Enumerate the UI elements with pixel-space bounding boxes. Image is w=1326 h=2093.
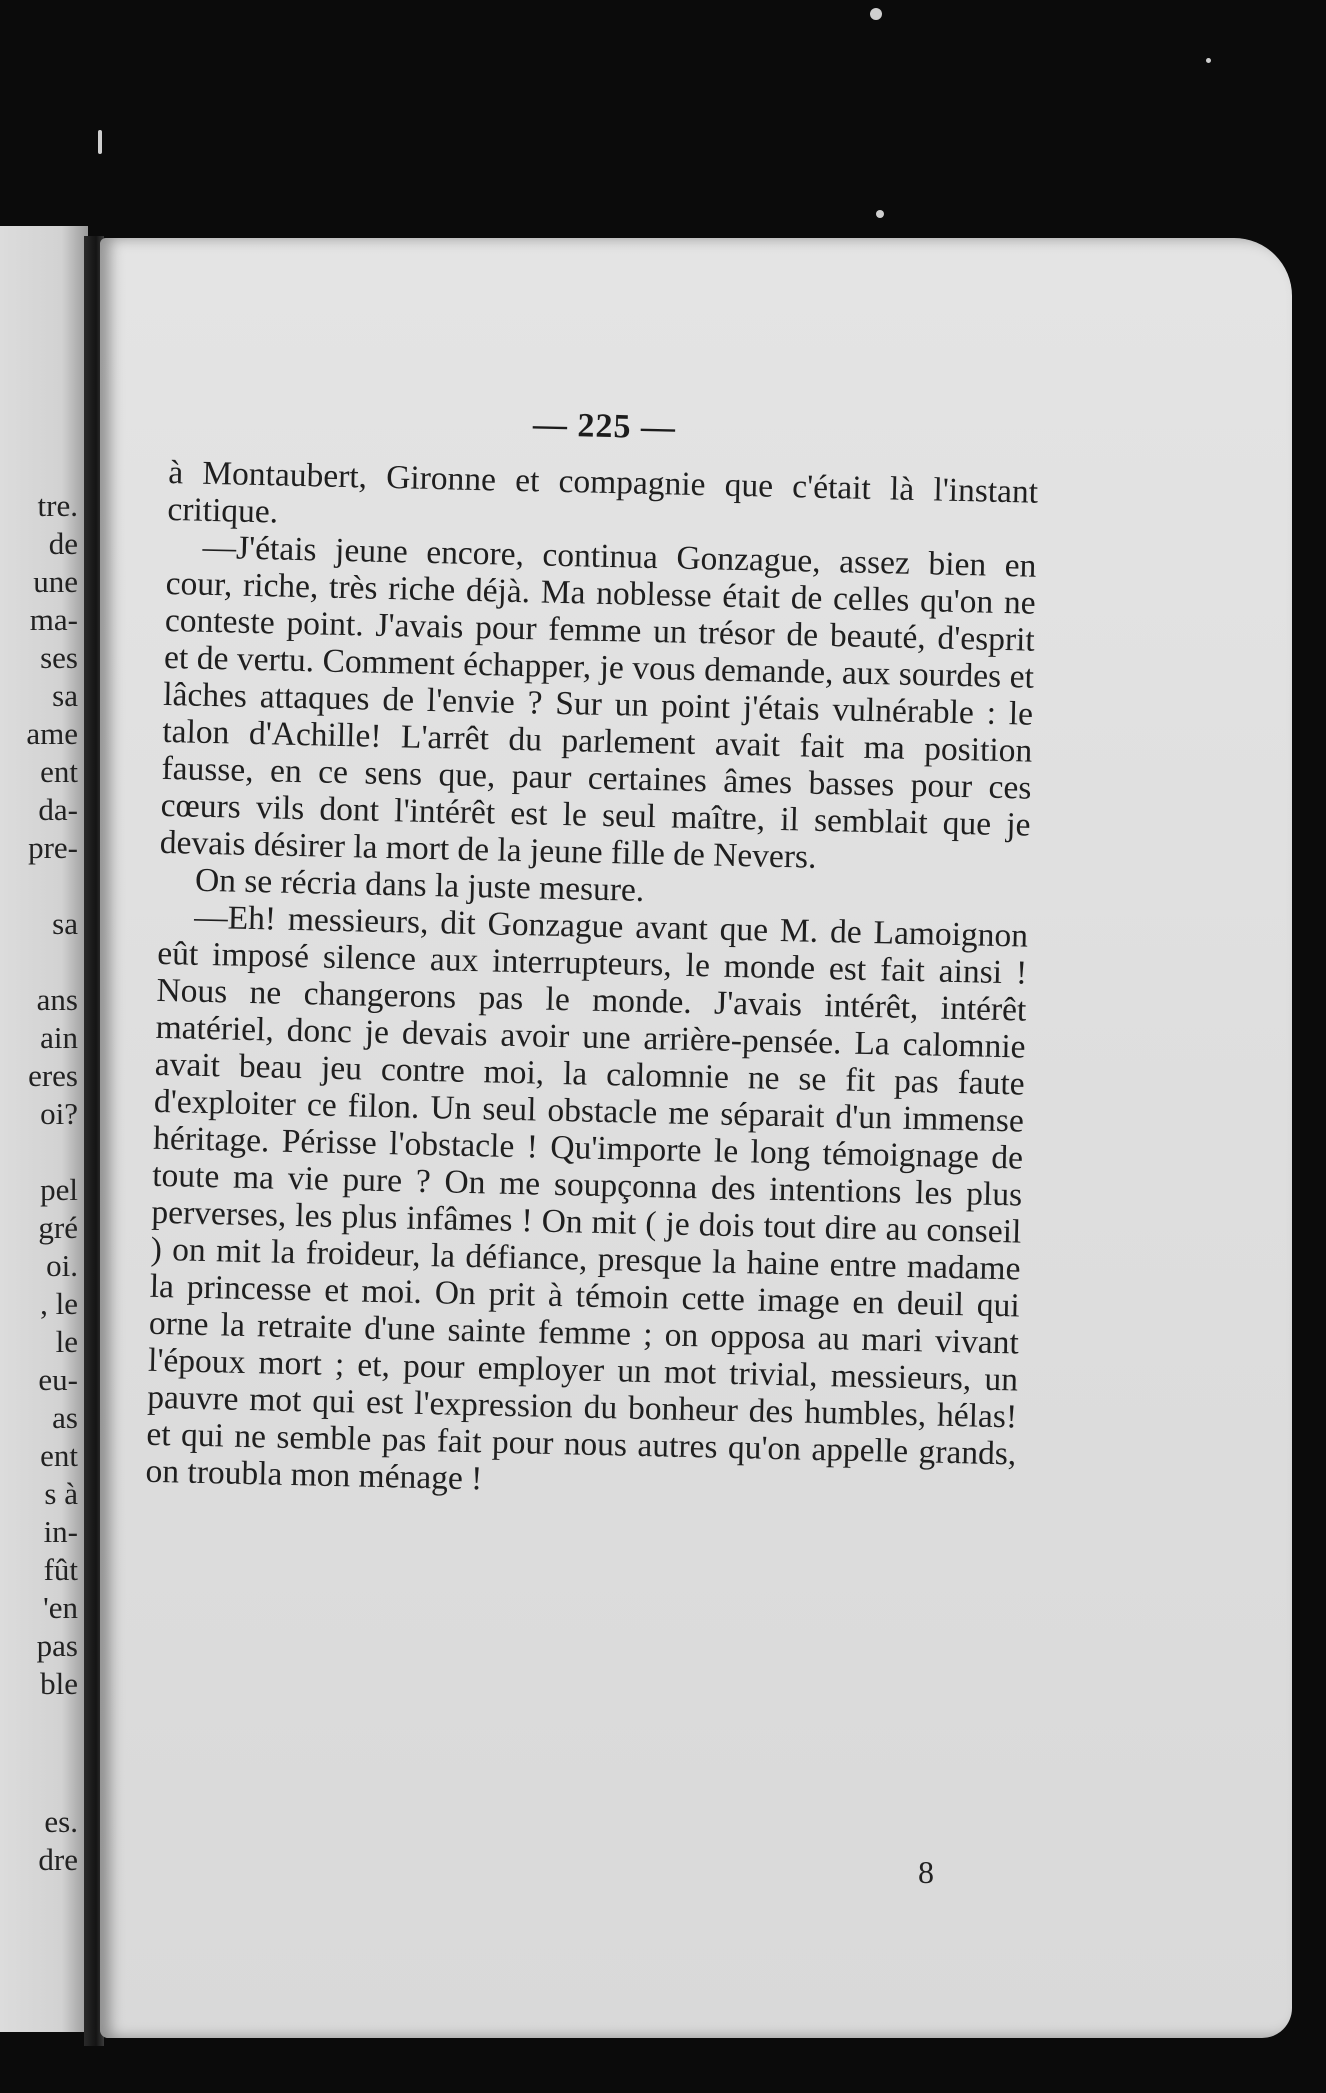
body-text: [145, 454, 1038, 1509]
paragraph: —J'étais jeune encore, continua Gonzague, assez bien en cour, riche, très riche déjà. Ma noblesse était de celles qu'on ne conteste point. J'avais pour femme un trésor de beauté, d'esprit et de vertu. Comment échapper, je vous demande, aux sourdes et lâches attaques de l'envie ? Sur un point j'étais vulnérable : le talon d'Achille! L'arrêt du parlement avait fait ma position fausse, en ce sens que, paur certaines âmes basses pour ces cœurs vils dont l'intérêt est le seul maître, il semblait que je devais désirer la mort de la jeune fille de Nevers.: [159, 528, 1037, 876]
left-page-line: le: [55, 1324, 78, 1359]
left-page-line: une: [33, 564, 78, 599]
left-page-line: es.: [44, 1804, 78, 1839]
paragraph: —Eh! messieurs, dit Gonzague avant que M. de Lamoignon eût imposé silence aux interrupteurs, le monde est fait ainsi ! Nous ne changerons pas le monde. J'avais intérêt, intérêt matériel, donc je devais avoir une arrière-pensée. La calomnie avait beau jeu contre moi, la calomnie ne se fit pas faute d'exploiter ce filon. Un seul obstacle me séparait d'un immense héritage. Périsse l'obstacle ! Qu'importe le long témoignage de toute ma vie pure ? On me soupçonna des intentions les plus perverses, les plus infâmes ! On mit ( je dois tout dire au conseil ) on mit la froideur, la défiance, presque la haine entre madame la princesse et moi. On prit à témoin cette image en deuil qui orne la retraite d'une sainte femme ; on opposa au mari vivant l'époux mort ; et, pour employer un mot trivial, messieurs, un pauvre mot qui est l'expression du bonheur des humbles, hélas! et qui ne semble pas fait pour nous autres qu'on appelle grands, on troubla mon ménage !: [145, 898, 1029, 1498]
paragraph: à Montaubert, Gironne et compagnie que c'était là l'instant critique.: [167, 453, 1039, 531]
left-page-line: ans: [36, 982, 78, 1017]
left-page-line: sa: [52, 678, 78, 713]
left-page-line: sa: [52, 906, 78, 941]
left-page-line: oi.: [46, 1248, 78, 1283]
left-page-line: pel: [40, 1172, 78, 1207]
signature-mark: 8: [918, 1854, 934, 1890]
page-content: [145, 398, 1040, 1509]
left-page-line: eu-: [38, 1362, 78, 1397]
left-page-line: fût: [43, 1552, 78, 1587]
left-page-line: as: [52, 1400, 78, 1435]
left-page-line: pas: [36, 1628, 78, 1663]
left-page-line: ain: [40, 1020, 78, 1055]
left-page-line: dre: [38, 1842, 78, 1877]
dust-speck: [870, 8, 882, 20]
left-page-line: , le: [40, 1286, 78, 1321]
previous-page-edge: [0, 226, 88, 2032]
left-page-line: s à: [44, 1476, 78, 1511]
left-page-line: in-: [43, 1514, 78, 1549]
dust-speck: [876, 210, 884, 218]
left-page-line: oi?: [40, 1096, 78, 1131]
left-page-line: da-: [38, 792, 78, 827]
dust-speck: [1206, 58, 1211, 63]
left-page-line: 'en: [43, 1590, 78, 1625]
book-page: [100, 238, 1292, 2038]
left-page-line: ame: [26, 716, 78, 751]
page-number: — 225 —: [532, 406, 677, 447]
left-page-line: eres: [28, 1058, 78, 1093]
left-page-line: gré: [38, 1210, 78, 1245]
left-page-line: ent: [40, 754, 78, 789]
left-page-line: ent: [40, 1438, 78, 1473]
left-page-line: ble: [40, 1666, 78, 1701]
left-page-line: tre.: [37, 488, 78, 523]
left-page-line: de: [48, 526, 78, 561]
left-page-line: pre-: [28, 830, 78, 865]
left-page-line: ma-: [29, 602, 78, 637]
dust-speck: [98, 130, 102, 154]
left-page-line: ses: [40, 640, 78, 675]
paragraph: On se récria dans la juste mesure.: [194, 861, 645, 909]
